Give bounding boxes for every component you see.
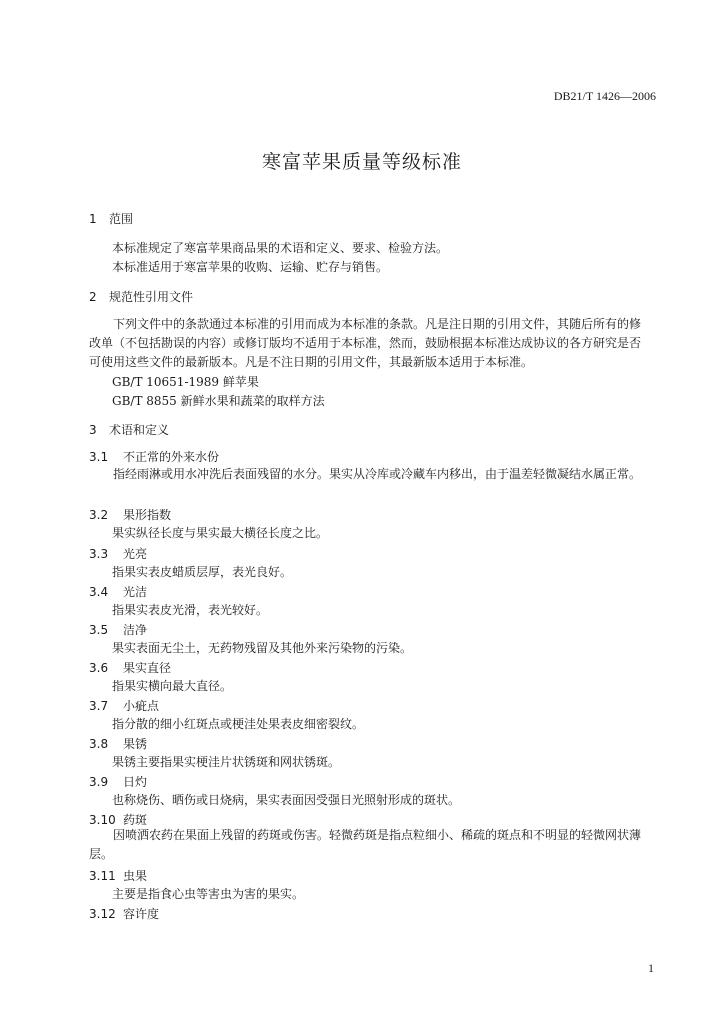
section-heading bbox=[89, 210, 133, 227]
term-definition: 果实纵径长度与果实最大横径长度之比。 bbox=[112, 526, 329, 540]
term-number: 3.12 bbox=[89, 907, 116, 921]
term-number: 3.2 bbox=[89, 508, 109, 522]
term-number: 3.9 bbox=[89, 775, 109, 789]
term-name: 光亮 bbox=[123, 547, 148, 561]
term-heading bbox=[89, 867, 147, 884]
term-heading bbox=[89, 506, 171, 523]
section-heading bbox=[89, 421, 169, 438]
term-number: 3.4 bbox=[89, 585, 109, 599]
term-definition: 指果实表皮光滑，表光较好。 bbox=[112, 603, 269, 617]
term-name: 小疵点 bbox=[123, 699, 160, 713]
term-definition: 指分散的细小红斑点或梗洼处果表皮细密裂纹。 bbox=[112, 717, 365, 731]
term-heading bbox=[89, 583, 147, 600]
term-name: 药斑 bbox=[123, 813, 148, 827]
term-number: 3.10 bbox=[89, 813, 116, 827]
reference-line: GB/T 8855 新鲜水果和蔬菜的取样方法 bbox=[112, 394, 325, 408]
term-definition: 指经雨淋或用水冲洗后表面残留的水分。果实从冷库或冷藏车内移出，由于温差轻微凝结水属正常。 bbox=[113, 467, 642, 481]
section-title: 规范性引用文件 bbox=[109, 290, 194, 304]
term-heading bbox=[89, 545, 147, 562]
term-name: 果锈 bbox=[123, 737, 148, 751]
section-heading bbox=[89, 288, 193, 305]
term-definition: 指果实横向最大直径。 bbox=[112, 679, 233, 693]
section-number: 2 bbox=[89, 290, 97, 304]
term-name: 果形指数 bbox=[123, 508, 172, 522]
section-number: 1 bbox=[89, 212, 97, 226]
section-title: 术语和定义 bbox=[109, 423, 170, 437]
term-number: 3.3 bbox=[89, 547, 109, 561]
term-heading bbox=[89, 621, 147, 638]
term-name: 果实直径 bbox=[123, 661, 172, 675]
term-number: 3.5 bbox=[89, 623, 109, 637]
term-heading bbox=[89, 773, 147, 790]
term-definition: 果实表面无尘土，无药物残留及其他外来污染物的污染。 bbox=[112, 641, 413, 655]
term-number: 3.7 bbox=[89, 699, 109, 713]
term-name: 日灼 bbox=[123, 775, 148, 789]
term-number: 3.8 bbox=[89, 737, 109, 751]
page-title: 寒富苹果质量等级标准 bbox=[261, 151, 462, 173]
term-definition: 果锈主要指果实梗洼片状锈斑和网状锈斑。 bbox=[112, 755, 341, 769]
term-name: 虫果 bbox=[123, 869, 148, 883]
term-number: 3.11 bbox=[89, 869, 116, 883]
document-number: DB21/T 1426—2006 bbox=[553, 89, 656, 103]
term-heading bbox=[89, 905, 159, 922]
term-name: 光洁 bbox=[123, 585, 148, 599]
reference-line: GB/T 10651-1989 鲜苹果 bbox=[112, 375, 259, 389]
term-definition: 主要是指食心虫等害虫为害的果实。 bbox=[112, 887, 305, 901]
term-heading bbox=[89, 735, 147, 752]
term-name: 容许度 bbox=[123, 907, 160, 921]
section-title: 范围 bbox=[109, 212, 134, 226]
term-definition: 因喷洒农药在果面上残留的药斑或伤害。轻微药斑是指点粒细小、稀疏的斑点和不明显的轻微网状薄层。 bbox=[89, 828, 642, 861]
term-heading bbox=[89, 659, 171, 676]
term-number: 3.6 bbox=[89, 661, 109, 675]
body-paragraph: 下列文件中的条款通过本标准的引用而成为本标准的条款。凡是注日期的引用文件，其随后所有的修改单（不包括勘误的内容）或修订版均不适用于本标准，然而，鼓励根据本标准达成协议的各方研究是否可使用这些文件的最新版本。凡是不注日期的引用文件，其最新版本适用于本标准。 bbox=[89, 317, 642, 369]
term-name: 洁净 bbox=[123, 623, 148, 637]
body-line: 本标准规定了寒富苹果商品果的术语和定义、要求、检验方法。 bbox=[112, 241, 449, 255]
body-line: 本标准适用于寒富苹果的收购、运输、贮存与销售。 bbox=[112, 260, 389, 274]
term-definition: 指果实表皮蜡质层厚，表光良好。 bbox=[112, 565, 293, 579]
term-name: 不正常的外来水份 bbox=[123, 450, 220, 464]
section-number: 3 bbox=[89, 423, 97, 437]
term-definition: 也称烧伤、晒伤或日烧病，果实表面因受强日光照射形成的斑状。 bbox=[112, 793, 461, 807]
page-number: 1 bbox=[648, 961, 654, 975]
term-number: 3.1 bbox=[89, 450, 109, 464]
term-heading bbox=[89, 448, 219, 465]
term-heading bbox=[89, 697, 159, 714]
